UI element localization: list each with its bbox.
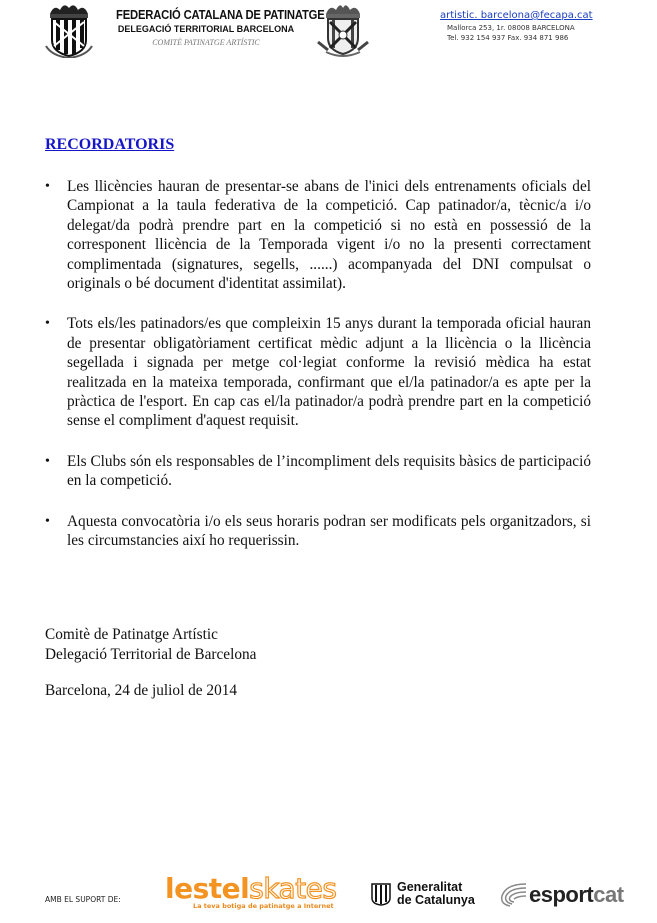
signature-block — [45, 625, 256, 664]
contact-block — [440, 10, 640, 43]
org-title: FEDERACIÓ CATALANA DE PATINATGE — [116, 8, 325, 22]
sponsors-footer — [0, 870, 657, 923]
generalitat-line-2: de Catalunya — [397, 893, 475, 907]
list-item — [45, 512, 591, 551]
reminders-list — [45, 177, 591, 572]
esportcat-wordmark — [529, 882, 624, 908]
organization-block — [106, 8, 325, 47]
lestel-skates-logo — [165, 874, 337, 910]
lestel-part2: skates — [249, 872, 337, 905]
generalitat-icon — [371, 882, 391, 906]
list-item — [45, 452, 591, 491]
support-label: AMB EL SUPORT DE: — [45, 895, 121, 904]
phone-fax: Tel. 932 154 937 Fax. 934 871 986 — [447, 34, 569, 42]
bullet-icon: • — [45, 179, 50, 194]
lestel-tagline: La teva botiga de patinatge a Internet — [193, 902, 334, 910]
bullet-icon: • — [45, 513, 50, 529]
bullet-text: Aquesta convocatòria i/o els seus horaris podran ser modificats pels organitzadors, si les circumstancies així ho requerissin. — [67, 512, 591, 550]
email-link[interactable]: artistic. barcelona@fecapa.cat — [440, 10, 593, 21]
list-item — [45, 177, 591, 293]
address: Mallorca 253, 1r. 08008 BARCELONA — [447, 24, 575, 32]
generalitat-logo — [371, 881, 475, 907]
committee-name: COMITÈ PATINATGE ARTÍSTIC — [152, 38, 260, 47]
esportcat-part1: esport — [529, 882, 594, 907]
esportcat-part2: cat — [593, 882, 624, 907]
bullet-icon: • — [45, 453, 50, 469]
signature-line-1: Comitè de Patinatge Artístic — [45, 626, 218, 643]
document-title: RECORDATORIS — [45, 136, 175, 153]
org-subtitle: DELEGACIÓ TERRITORIAL BARCELONA — [117, 24, 295, 34]
esportcat-wave-icon — [496, 882, 528, 908]
coat-of-arms-icon — [42, 2, 96, 58]
signature-line-2: Delegació Territorial de Barcelona — [45, 645, 257, 663]
bullet-text: Els Clubs són els responsables de l’incompliment dels requisits bàsics de participació en la competició. — [67, 452, 591, 490]
coat-of-arms-icon — [316, 2, 370, 58]
letterhead — [0, 0, 657, 70]
esportcat-logo — [496, 882, 624, 908]
document-date: Barcelona, 24 de juliol de 2014 — [45, 682, 238, 699]
bullet-text: Les llicències hauran de presentar-se abans de l'inici dels entrenaments oficials del Campionat a la taula federativa de la competició. Cap patinador/a, tècnic/a i/o delegat/da podrà prendre part en la competició si no està en possessió de la corresponent llicència de la Temporada vigent i/o no la presenti correctament complimentada (signatures, segells, ......) acompanyada del DNI compulsat o originals o bé document d'identitat assimilat). — [67, 178, 591, 293]
bullet-icon: • — [45, 316, 50, 332]
lestel-part1: lestel — [165, 872, 250, 905]
bullet-text: Tots els/les patinadors/es que compleixin 15 anys durant la temporada oficial hauran de presentar obligatòriament certificat mèdic adjunt a la llicència o la llicència segellada i signada per metge col·legiat conforme la revisió mèdica ha estat realitzada en la mateixa temporada, confirmant que el/la patinador/a es apte per la pràctica de l'esport. En cap cas el/la patinador/a podrà prendre part en la competició sense el compliment d'aquest requisit. — [67, 315, 591, 430]
generalitat-line-1: Generalitat — [397, 880, 463, 894]
list-item — [45, 314, 591, 430]
lestel-wordmark — [165, 874, 337, 904]
